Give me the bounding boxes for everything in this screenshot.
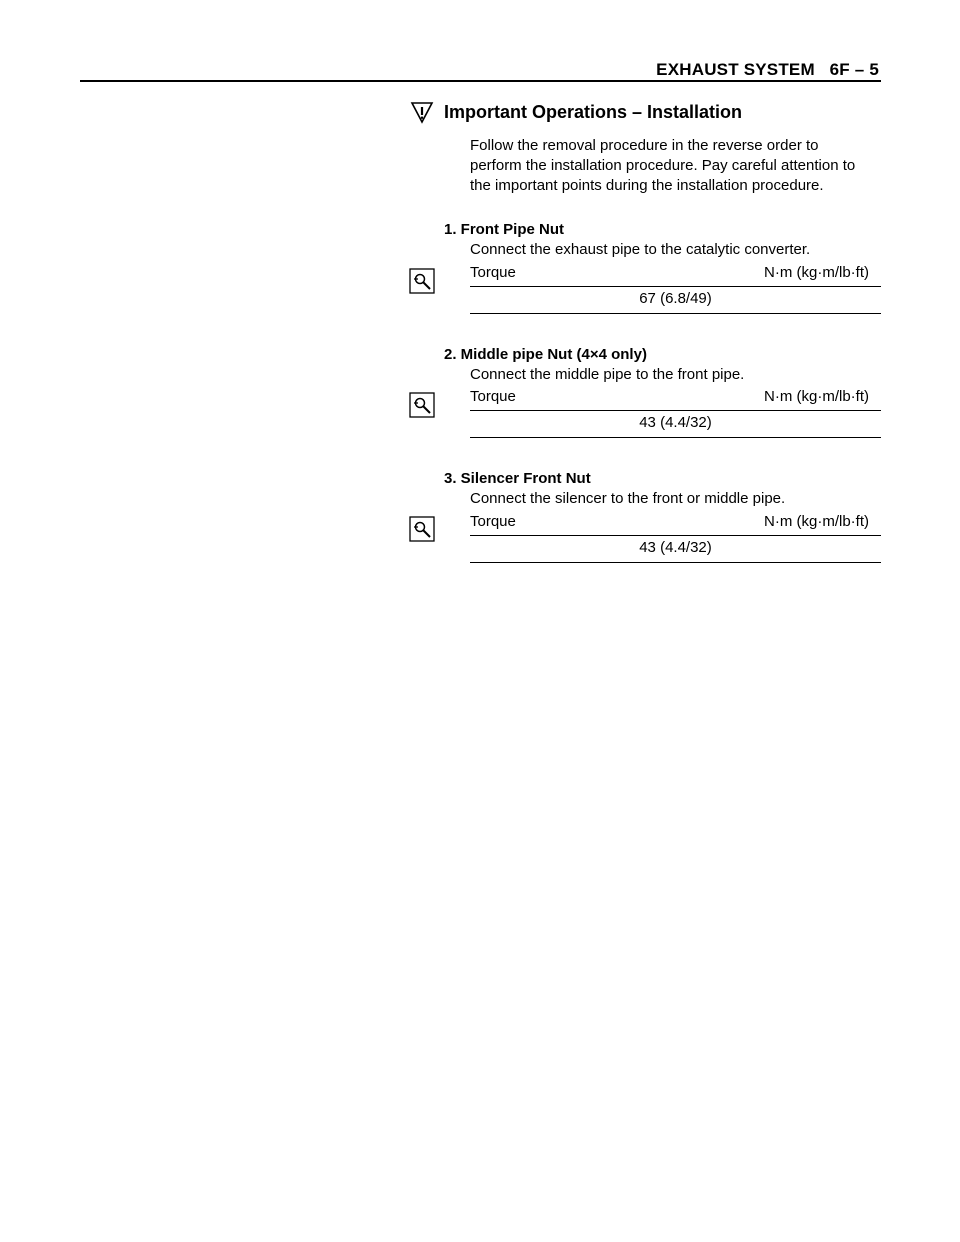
- item-title: 1. Front Pipe Nut: [444, 221, 564, 238]
- torque-value: 67 (6.8/49): [470, 289, 881, 314]
- item-description: Connect the middle pipe to the front pipe.: [470, 366, 745, 383]
- item-description: Connect the silencer to the front or middle pipe.: [470, 490, 786, 507]
- item-title: 2. Middle pipe Nut (4×4 only): [444, 346, 647, 363]
- intro-paragraph: [470, 136, 890, 196]
- torque-table-header: [470, 386, 881, 411]
- section-title: Important Operations – Installation: [444, 101, 743, 122]
- torque-value: 43 (4.4/32): [470, 538, 881, 563]
- torque-wrench-icon: [409, 392, 435, 418]
- torque-value: 43 (4.4/32): [470, 413, 881, 438]
- torque-table: [470, 386, 881, 440]
- header-title: EXHAUST SYSTEM 6F – 5: [656, 60, 879, 79]
- torque-table-header: [470, 262, 881, 287]
- torque-table: [470, 262, 881, 316]
- warning-triangle-icon: [410, 100, 434, 124]
- intro-line: the important points during the installation procedure.: [470, 177, 824, 194]
- torque-label: Torque: [470, 513, 516, 530]
- item-description: Connect the exhaust pipe to the catalytic converter.: [470, 241, 811, 258]
- torque-unit: N·m (kg·m/lb·ft): [764, 513, 869, 530]
- torque-table-header: [470, 511, 881, 536]
- torque-unit: N·m (kg·m/lb·ft): [764, 264, 869, 281]
- torque-table: [470, 511, 881, 565]
- torque-wrench-icon: [409, 516, 435, 542]
- page-header: [80, 58, 881, 82]
- section-heading: [410, 98, 742, 126]
- torque-label: Torque: [470, 264, 516, 281]
- item-title: 3. Silencer Front Nut: [444, 470, 591, 487]
- torque-unit: N·m (kg·m/lb·ft): [764, 388, 869, 405]
- intro-line: Follow the removal procedure in the reverse order to: [470, 137, 819, 154]
- torque-wrench-icon: [409, 268, 435, 294]
- intro-line: perform the installation procedure. Pay careful attention to: [470, 157, 856, 174]
- torque-label: Torque: [470, 388, 516, 405]
